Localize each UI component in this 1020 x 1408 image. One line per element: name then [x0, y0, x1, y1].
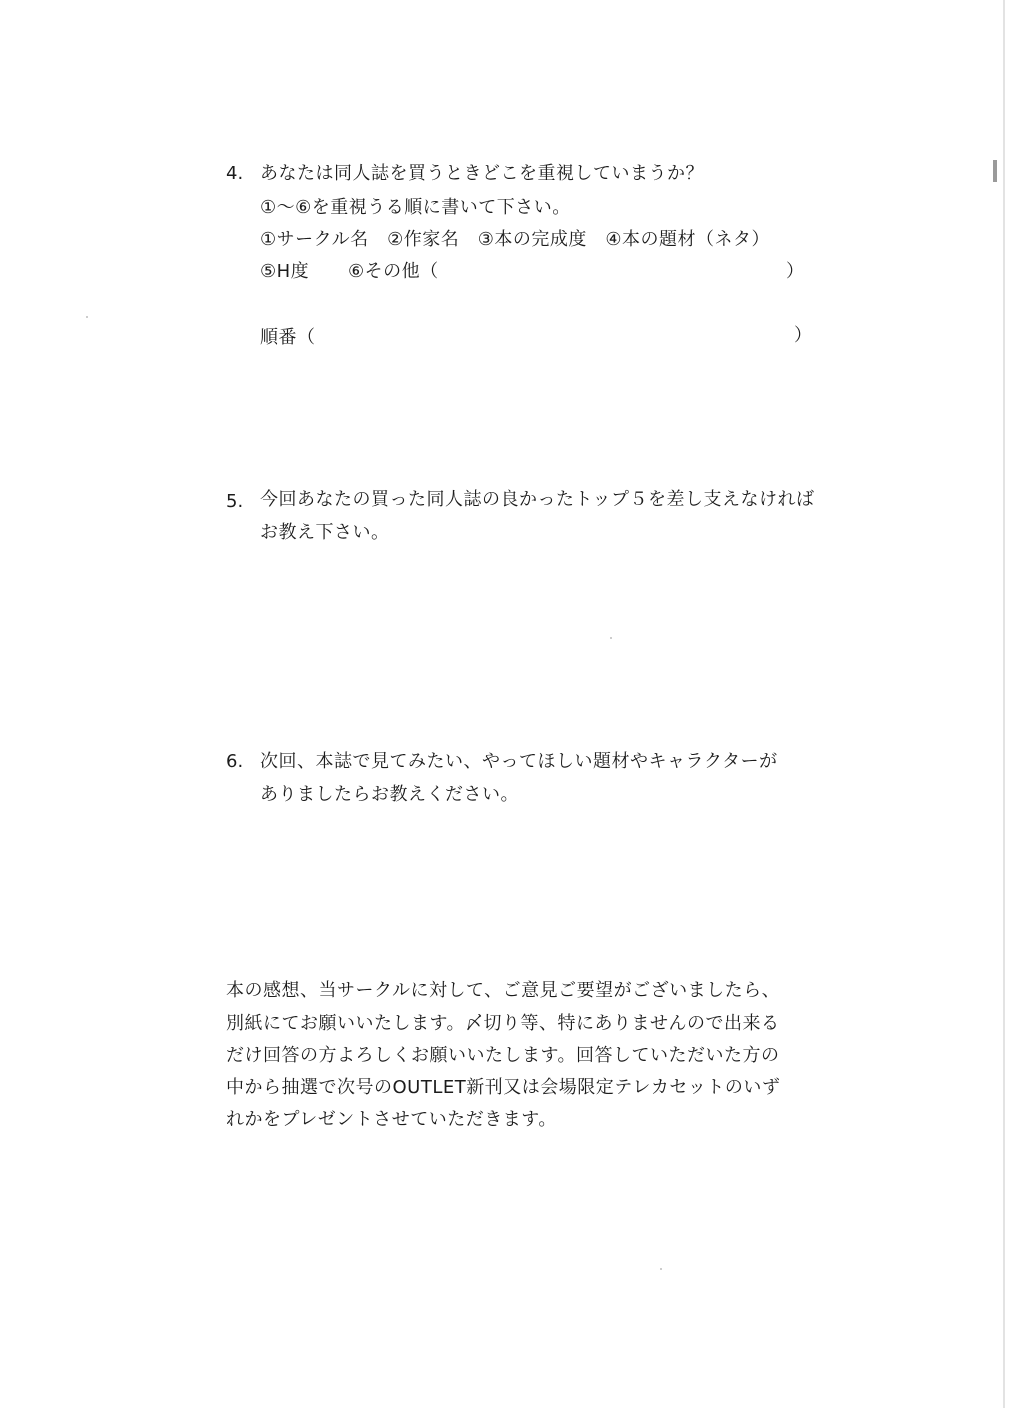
scan-edge-mark	[993, 160, 997, 182]
closing-line-4: 中から抽選で次号のOUTLET新刊又は会場限定テレカセットのいず	[226, 1077, 781, 1098]
closing-line-1: 本の感想、当サークルに対して、ご意見ご要望がございましたら、	[226, 980, 781, 1001]
closing-line-3: だけ回答の方よろしくお願いいたします。回答していただいた方の	[226, 1045, 780, 1066]
question-4-text: あなたは同人誌を買うときどこを重視していまうか？	[260, 163, 704, 184]
question-4-options-line-1: ①サークル名 ②作家名 ③本の完成度 ④本の題材（ネタ）	[260, 229, 771, 250]
question-4-number: 4.	[226, 163, 244, 184]
question-6-line-1: 次回、本誌で見てみたい、やってほしい題材やキャラクターが	[260, 751, 778, 772]
closing-line-5: れかをプレゼントさせていただきます。	[226, 1109, 557, 1130]
scan-edge-line	[1003, 0, 1005, 1408]
scan-speck	[610, 637, 612, 639]
question-4-option-h-degree: ⑤H度	[260, 261, 310, 282]
question-4-option-other: ⑥その他（	[348, 261, 439, 282]
question-4-order-label: 順番（	[260, 327, 316, 348]
question-5-line-2: お教え下さい。	[260, 522, 390, 543]
scan-speck	[86, 316, 88, 318]
question-5-number: 5.	[226, 491, 244, 512]
closing-line-2: 別紙にてお願いいたします。〆切り等、特にありませんので出来る	[226, 1013, 780, 1034]
scan-speck	[660, 1268, 662, 1270]
question-4-instruction: ①～⑥を重視うる順に書いて下さい。	[260, 197, 571, 218]
question-6-number: 6.	[226, 751, 244, 772]
question-5-line-1: 今回あなたの買った同人誌の良かったトップ５を差し支えなければ	[260, 489, 815, 510]
question-4-order-close: ）	[794, 325, 813, 346]
question-6-line-2: ありましたらお教えください。	[260, 784, 519, 805]
question-4-option-other-close: ）	[786, 261, 805, 282]
